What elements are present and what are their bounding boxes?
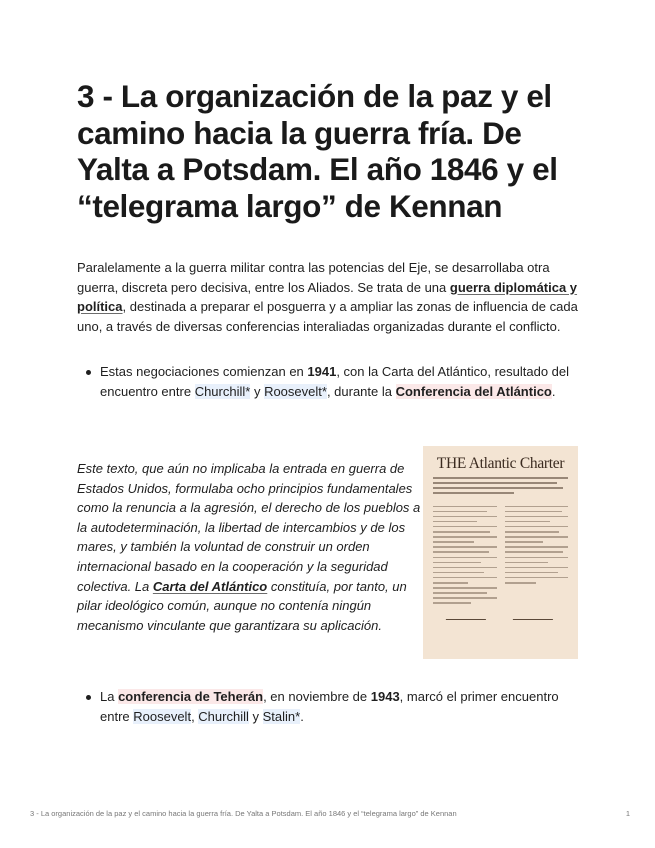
- year-1941: 1941: [307, 364, 337, 379]
- quote-text-1: Este texto, que aún no implicaba la entrada en guerra de Estados Unidos, formulaba ocho principios fundamentales como la renuncia a la agresión, el derecho de los pueblos a la autodeterminación, la libertad de intercambios y de los mares, y también la voluntad de construir un orden internacional basado en la cooperación y la seguridad colectiva. La: [77, 461, 421, 594]
- bullet-list-2: [77, 687, 582, 726]
- bullet1-text-5: .: [551, 383, 556, 399]
- signature-icon: [433, 613, 568, 620]
- page-number: 1: [625, 809, 630, 818]
- list-item: [77, 687, 582, 726]
- diplomatic-war-term: guerra diplomática y política: [77, 279, 578, 315]
- churchill-link[interactable]: Churchill: [198, 708, 249, 724]
- figure-text-columns: [433, 502, 568, 607]
- figure-title: THE Atlantic Charter: [436, 455, 565, 472]
- bullet1-text-2: , con la Carta del Atlántico, resultado del encuentro entre: [100, 364, 570, 399]
- stalin-link[interactable]: Stalin*: [262, 708, 301, 724]
- tehran-conference-term: conferencia de Teherán: [118, 689, 264, 704]
- bullet1-text-4: , durante la: [326, 383, 396, 399]
- atlantic-charter-term: Carta del Atlántico: [152, 578, 268, 594]
- churchill-link[interactable]: Churchill*: [194, 383, 251, 399]
- intro-text-2: , destinada a preparar el posguerra y a ampliar las zonas de influencia de cada uno, a través de diversas conferencias interaliadas organizadas durante el conflicto.: [77, 299, 578, 334]
- bullet2-separator-2: y: [248, 708, 263, 724]
- intro-paragraph: [77, 258, 582, 336]
- page-footer: [30, 809, 630, 818]
- intro-text-1: Paralelamente a la guerra militar contra las potencias del Eje, se desarrollaba otra guerra, discreta pero decisiva, entre los Aliados. Se trata de una: [77, 260, 550, 295]
- footer-title: 3 - La organización de la paz y el camino hacia la guerra fría. De Yalta a Potsdam. El año 1846 y el “telegrama largo” de Kennan: [30, 809, 457, 818]
- page-title: 3 - La organización de la paz y el camino hacia la guerra fría. De Yalta a Potsdam. El año 1846 y el “telegrama largo” de Kennan: [77, 78, 558, 224]
- atlantic-charter-quote: [77, 459, 422, 635]
- roosevelt-link[interactable]: Roosevelt*: [264, 383, 327, 399]
- bullet1-text-1: Estas negociaciones comienzan en: [100, 364, 308, 379]
- bullet2-text-3: , marcó el primer encuentro entre: [100, 689, 559, 724]
- bullet2-text-4: .: [300, 708, 304, 724]
- bullet1-text-3: y: [250, 383, 265, 399]
- figure-header-lines: [433, 477, 568, 494]
- atlantic-charter-image: [423, 446, 578, 659]
- bullet2-text-2: , en noviembre de: [263, 689, 371, 704]
- bullet2-text-1: La: [100, 689, 119, 704]
- quote-text-2: constituía, por tanto, un pilar ideológico común, aunque no contenía ningún mecanismo vinculante que garantizara su aplicación.: [77, 578, 407, 633]
- atlantic-conference-term: Conferencia del Atlántico: [395, 383, 552, 399]
- year-1943: 1943: [370, 689, 400, 704]
- bullet2-separator-1: ,: [191, 708, 199, 724]
- bullet-list-1: [77, 362, 582, 401]
- roosevelt-link[interactable]: Roosevelt: [133, 708, 192, 724]
- list-item: [77, 362, 582, 401]
